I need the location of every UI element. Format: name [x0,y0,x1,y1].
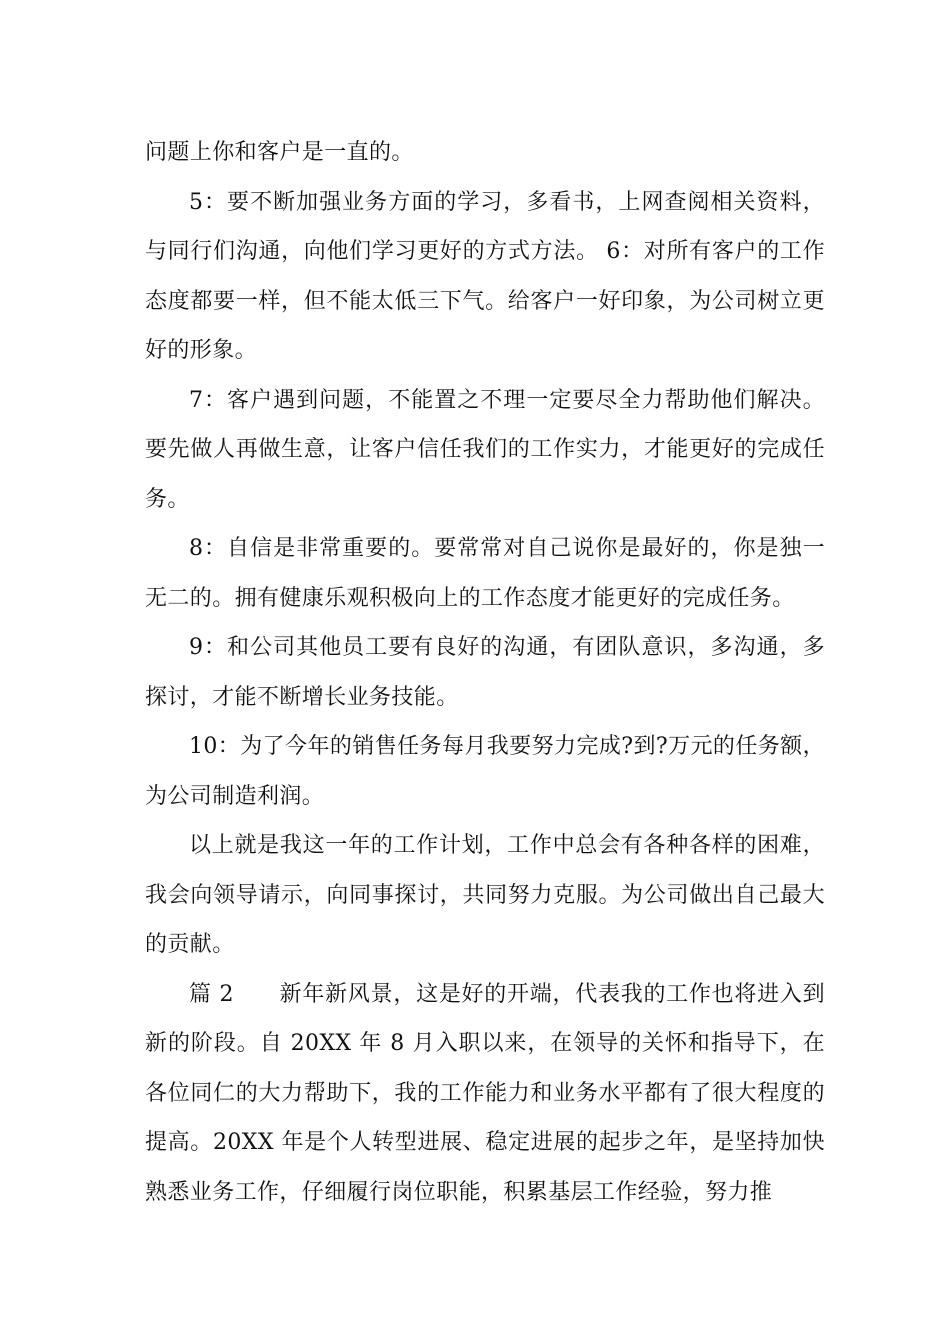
paragraph-continuation: 问题上你和客户是一直的。 [145,140,414,165]
paragraph-item-9: 9：和公司其他员工要有良好的沟通，有团队意识，多沟通，多探讨，才能不断增长业务技能。 [145,635,825,710]
document-body [145,128,825,1217]
paragraph-item-8: 8：自信是非常重要的。要常常对自己说你是最好的，你是独一无二的。拥有健康乐观积极向上的工作态度才能更好的完成任务。 [145,536,825,611]
paragraph-item-5-6: 5：要不断加强业务方面的学习，多看书，上网查阅相关资料，与同行们沟通，向他们学习更好的方式方法。 6：对所有客户的工作态度都要一样，但不能太低三下气。给客户一好印象，为公司树立更好的形象。 [145,189,825,363]
paragraph-section-2: 篇 2 新年新风景，这是好的开端，代表我的工作也将进入到新的阶段。自 20XX 年 8 月入职以来，在领导的关怀和指导下，在各位同仁的大力帮助下，我的工作能力和业务水平都有了很大程度的提高。20XX 年是个人转型进展、稳定进展的起步之年，是坚持加快熟悉业务工作，仔细履行岗位职能，积累基层工作经验，努力推 [145,981,825,1205]
paragraph-summary: 以上就是我这一年的工作计划，工作中总会有各种各样的困难，我会向领导请示，向同事探讨，共同努力克服。为公司做出自己最大的贡献。 [145,833,825,957]
paragraph-item-10: 10：为了今年的销售任务每月我要努力完成?到?万元的任务额，为公司制造利润。 [145,734,825,809]
paragraph-item-7: 7：客户遇到问题，不能置之不理一定要尽全力帮助他们解决。要先做人再做生意，让客户信任我们的工作实力，才能更好的完成任务。 [145,387,825,512]
